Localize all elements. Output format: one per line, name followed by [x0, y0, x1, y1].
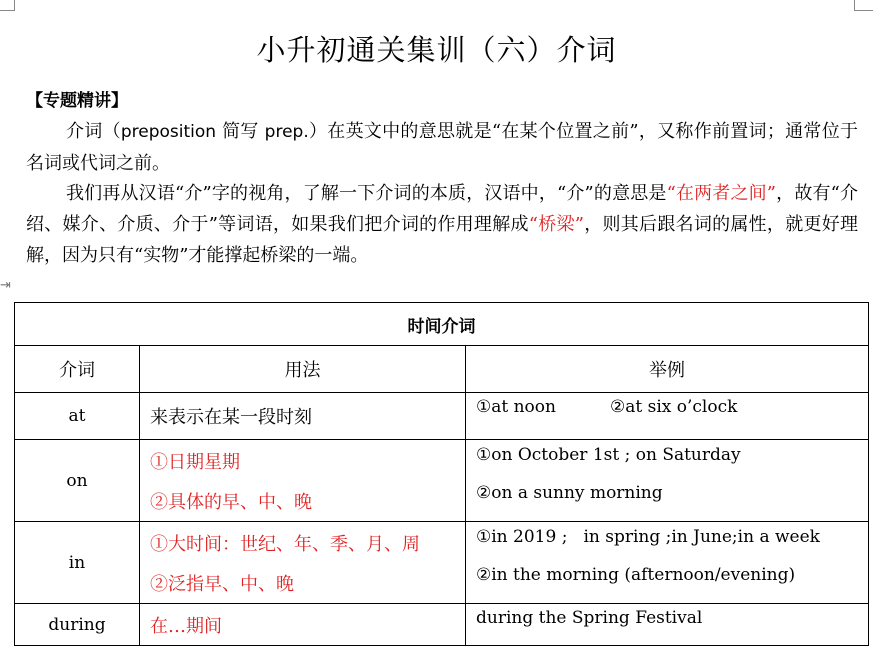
example-line: ②at six o’clock	[609, 397, 738, 417]
usage-cell	[140, 522, 466, 604]
para1-abbr: prep.	[264, 122, 309, 142]
example-line: ①at noon	[476, 397, 556, 417]
usage-line: ①日期星期	[150, 451, 240, 473]
time-prepositions-table	[14, 302, 869, 646]
example-cell	[466, 393, 869, 440]
para1-text-b: 简写	[216, 121, 265, 142]
usage-line: ②具体的早、中、晚	[150, 491, 312, 513]
para2-text-c: ，则其后跟名词的属性，就更好理解，因为只有“实物”才能撑起桥梁的一端。	[26, 214, 859, 266]
example-line: ①on October 1st ; on Saturday	[476, 445, 741, 465]
preposition-cell: at	[15, 393, 140, 440]
example-cell: during the Spring Festival	[466, 604, 869, 646]
preposition-cell: during	[15, 604, 140, 646]
page-corner-mark-left	[0, 0, 15, 11]
page-corner-mark-right	[854, 0, 873, 11]
intro-paragraph	[26, 116, 858, 179]
table-row	[15, 522, 869, 604]
para1-term: preposition	[120, 122, 217, 142]
para2-text-b: ，故有“介绍、媒介、介质、介于”等词语，如果我们把介词的作用理解成	[26, 183, 859, 235]
table-title: 时间介词	[15, 303, 869, 346]
para2-highlight-between: “在两者之间”	[666, 183, 776, 204]
usage-line: ①大时间：世纪、年、季、月、周	[150, 533, 420, 555]
table-move-handle-icon[interactable]: ⇥	[0, 278, 11, 293]
explanation-paragraph	[26, 178, 858, 271]
para2-highlight-bridge: “桥梁”	[528, 214, 584, 235]
table-row	[15, 393, 869, 440]
example-line: ①in 2019 ;	[476, 527, 568, 547]
header-example: 举例	[466, 346, 869, 393]
header-preposition: 介词	[15, 346, 140, 393]
example-line: ②on a sunny morning	[476, 483, 663, 503]
header-usage: 用法	[140, 346, 466, 393]
usage-cell	[140, 440, 466, 522]
example-line-group	[476, 526, 858, 548]
section-heading: 【专题精讲】	[26, 91, 128, 111]
preposition-cell: on	[15, 440, 140, 522]
table-row	[15, 604, 869, 646]
para1-text-a: 介词（	[66, 121, 121, 142]
document-title: 小升初通关集训（六）介词	[256, 33, 617, 67]
para1-text-c: ）在英文中的意思就是“在某个位置之前”，又称作前置词；通常位于名词或代词之前。	[26, 121, 858, 174]
usage-cell: 在…期间	[140, 604, 466, 646]
table-row	[15, 440, 869, 522]
usage-line: ②泛指早、中、晚	[150, 573, 294, 595]
example-cell	[466, 522, 869, 604]
example-cell	[466, 440, 869, 522]
usage-cell: 来表示在某一段时刻	[140, 393, 466, 440]
example-line: ②in the morning (afternoon/evening)	[476, 565, 796, 585]
example-line: in spring ;in June;in a week	[583, 527, 820, 547]
para2-text-a: 我们再从汉语“介”字的视角，了解一下介词的本质，汉语中，“介”的意思是	[66, 183, 667, 204]
preposition-cell: in	[15, 522, 140, 604]
